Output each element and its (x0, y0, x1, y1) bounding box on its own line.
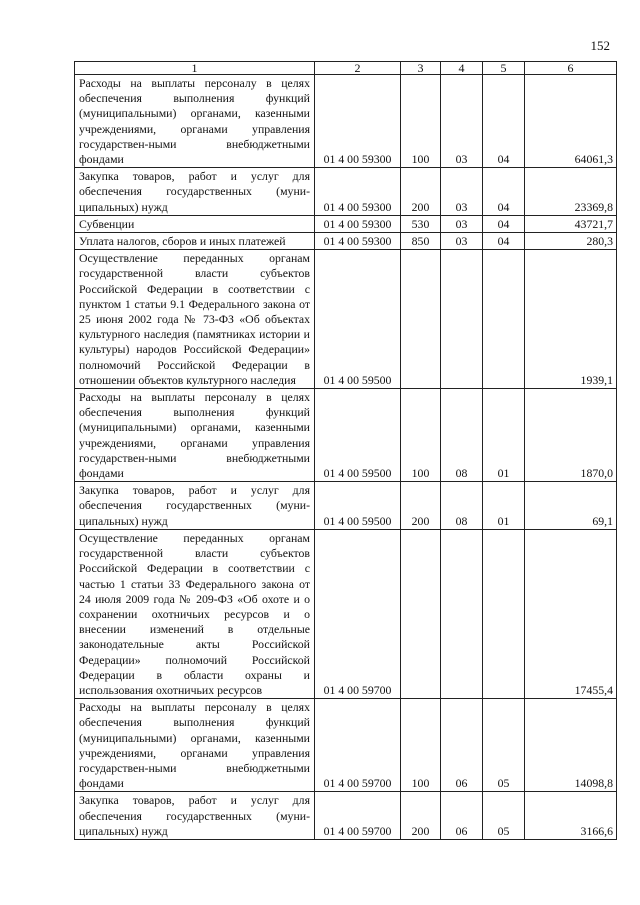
expense-name-cell: Закупка товаров, работ и услуг для обеспечения государственных (муни-ципальных) нужд (75, 482, 315, 530)
section-cell (441, 250, 483, 389)
column-header: 3 (401, 62, 441, 75)
subsection-cell: 05 (483, 792, 525, 840)
amount-cell: 14098,8 (525, 699, 617, 792)
table-row (75, 482, 617, 530)
expense-type-cell: 100 (401, 75, 441, 168)
section-cell: 03 (441, 233, 483, 250)
table-row (75, 792, 617, 840)
expense-type-cell (401, 529, 441, 698)
column-header: 2 (315, 62, 401, 75)
expense-name-cell: Расходы на выплаты персоналу в целях обеспечения выполнения функций (муниципальными) органами, казенными учреждениями, органами управления государствен-ными внебюджетными фондами (75, 389, 315, 482)
column-header: 1 (75, 62, 315, 75)
table-row (75, 233, 617, 250)
table-row (75, 699, 617, 792)
expense-name-cell: Субвенции (75, 215, 315, 232)
section-cell: 08 (441, 482, 483, 530)
section-cell: 03 (441, 168, 483, 216)
page-number: 152 (590, 38, 610, 53)
table-row (75, 250, 617, 389)
subsection-cell: 05 (483, 699, 525, 792)
section-cell (441, 529, 483, 698)
section-cell: 03 (441, 215, 483, 232)
subsection-cell (483, 250, 525, 389)
target-code-cell: 01 4 00 59700 (315, 699, 401, 792)
amount-cell: 43721,7 (525, 215, 617, 232)
target-code-cell: 01 4 00 59300 (315, 215, 401, 232)
expense-type-cell (401, 250, 441, 389)
table-row (75, 389, 617, 482)
amount-cell: 64061,3 (525, 75, 617, 168)
column-header: 6 (525, 62, 617, 75)
subsection-cell: 04 (483, 215, 525, 232)
expense-name-cell: Расходы на выплаты персоналу в целях обеспечения выполнения функций (муниципальными) органами, казенными учреждениями, органами управления государствен-ными внебюджетными фондами (75, 699, 315, 792)
expense-name-cell: Осуществление переданных органам государственной власти субъектов Российской Федерации в соответствии с пунктом 1 статьи 9.1 Федерального закона от 25 июня 2002 года № 73-ФЗ «Об объектах культурного наследия (памятниках истории и культуры) народов Российской Федерации» полномочий Российской Федерации в отношении объектов культурного наследия (75, 250, 315, 389)
expense-name-cell: Расходы на выплаты персоналу в целях обеспечения выполнения функций (муниципальными) органами, казенными учреждениями, органами управления государствен-ными внебюджетными фондами (75, 75, 315, 168)
section-cell: 03 (441, 75, 483, 168)
amount-cell: 1870,0 (525, 389, 617, 482)
expense-type-cell: 200 (401, 482, 441, 530)
expense-name-cell: Закупка товаров, работ и услуг для обеспечения государственных (муни-ципальных) нужд (75, 168, 315, 216)
subsection-cell: 01 (483, 389, 525, 482)
expense-type-cell: 850 (401, 233, 441, 250)
table-row (75, 529, 617, 698)
section-cell: 06 (441, 792, 483, 840)
amount-cell: 3166,6 (525, 792, 617, 840)
budget-table (74, 61, 617, 840)
target-code-cell: 01 4 00 59700 (315, 792, 401, 840)
table-row (75, 215, 617, 232)
subsection-cell (483, 529, 525, 698)
section-cell: 08 (441, 389, 483, 482)
target-code-cell: 01 4 00 59500 (315, 482, 401, 530)
column-header: 5 (483, 62, 525, 75)
expense-type-cell: 530 (401, 215, 441, 232)
expense-type-cell: 200 (401, 168, 441, 216)
table-body (75, 75, 617, 840)
amount-cell: 1939,1 (525, 250, 617, 389)
expense-name-cell: Уплата налогов, сборов и иных платежей (75, 233, 315, 250)
subsection-cell: 04 (483, 75, 525, 168)
target-code-cell: 01 4 00 59300 (315, 75, 401, 168)
target-code-cell: 01 4 00 59500 (315, 250, 401, 389)
target-code-cell: 01 4 00 59500 (315, 389, 401, 482)
target-code-cell: 01 4 00 59300 (315, 168, 401, 216)
amount-cell: 23369,8 (525, 168, 617, 216)
amount-cell: 69,1 (525, 482, 617, 530)
table-row (75, 168, 617, 216)
subsection-cell: 04 (483, 233, 525, 250)
subsection-cell: 04 (483, 168, 525, 216)
amount-cell: 280,3 (525, 233, 617, 250)
section-cell: 06 (441, 699, 483, 792)
table-row (75, 75, 617, 168)
expense-name-cell: Осуществление переданных органам государственной власти субъектов Российской Федерации в соответствии с частью 1 статьи 33 Федерального закона от 24 июля 2009 года № 209-ФЗ «Об охоте и о сохранении охотничьих ресурсов и о внесении изменений в отдельные законодательные акты Российской Федерации» полномочий Российской Федерации в области охраны и использования охотничьих ресурсов (75, 529, 315, 698)
target-code-cell: 01 4 00 59700 (315, 529, 401, 698)
target-code-cell: 01 4 00 59300 (315, 233, 401, 250)
amount-cell: 17455,4 (525, 529, 617, 698)
expense-type-cell: 100 (401, 389, 441, 482)
subsection-cell: 01 (483, 482, 525, 530)
expense-type-cell: 200 (401, 792, 441, 840)
expense-name-cell: Закупка товаров, работ и услуг для обеспечения государственных (муни-ципальных) нужд (75, 792, 315, 840)
column-header: 4 (441, 62, 483, 75)
header-row (75, 62, 617, 75)
expense-type-cell: 100 (401, 699, 441, 792)
